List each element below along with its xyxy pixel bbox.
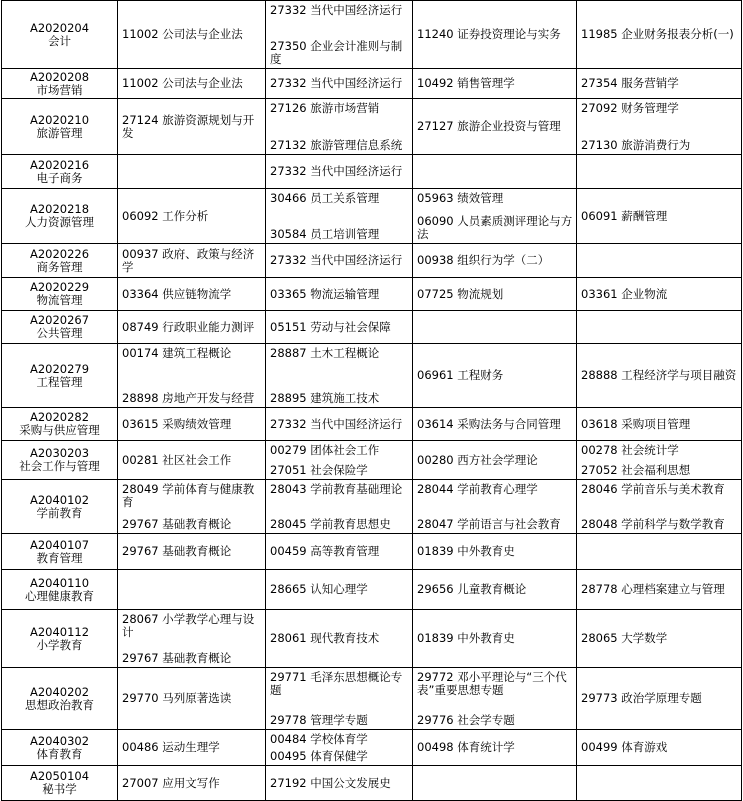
major-code: A2020282 [29,410,90,424]
course-cell-3 [413,766,577,801]
course-entry: 00459 高等教育管理 [270,544,380,558]
course-cell-1 [118,730,266,766]
course-cell-3 [413,69,577,99]
major-code: A2020267 [29,313,90,327]
course-cell-4 [577,311,742,344]
course-entry: 29767 基础教育概论 [122,516,232,531]
major-code: A2020216 [29,157,90,172]
course-cell-1 [118,668,266,730]
major-cell [2,155,118,189]
major-cell [2,1,118,69]
course-entry: 06092 工作分析 [122,208,209,223]
major-code: A2040202 [29,684,90,699]
course-entry: 03365 物流运输管理 [270,286,380,301]
course-entry: 00279 团体社会工作 [270,442,380,457]
major-cell [2,278,118,311]
course-cell-3 [413,610,577,668]
course-entry: 28067 小学教学心理与设计 [122,611,255,639]
course-entry: 29776 社会学专题 [417,712,515,727]
major-name: 公共管理 [36,326,83,340]
course-cell-1 [118,766,266,801]
course-cell-3 [413,1,577,69]
course-cell-2 [266,730,413,766]
table-row [2,311,742,344]
course-entry: 27332 当代中国经济运行 [270,76,403,90]
major-name: 工程管理 [36,374,83,389]
course-cell-1 [118,278,266,311]
course-cell-4 [577,155,742,189]
table-row [2,570,742,610]
major-code: A2020204 [29,20,90,35]
course-cell-4 [577,668,742,730]
major-name: 社会工作与管理 [19,459,100,473]
course-cell-2 [266,668,413,730]
course-entry: 07725 物流规划 [417,286,504,301]
course-entry: 28043 学前教育基础理论 [270,481,403,496]
major-code: A2040112 [29,624,90,639]
major-code: A2040102 [29,492,90,507]
course-entry: 28065 大学数学 [581,631,668,645]
major-code: A2030203 [29,446,90,460]
course-cell-2 [266,278,413,311]
major-name: 物流管理 [36,293,83,307]
course-cell-3 [413,441,577,480]
course-entry: 28046 学前音乐与美术教育 [581,481,725,496]
course-cell-2 [266,570,413,610]
table-row [2,69,742,99]
course-entry: 27007 应用文写作 [122,775,220,790]
table-row [2,534,742,570]
major-name: 电子商务 [36,170,83,185]
course-cell-4 [577,189,742,244]
table-row [2,610,742,668]
course-entry: 28665 认知心理学 [270,582,368,596]
course-cell-3 [413,570,577,610]
table-row [2,344,742,408]
major-cell [2,668,118,730]
major-code: A2020226 [29,246,90,261]
course-cell-4 [577,730,742,766]
course-entry: 27052 社会福利思想 [581,462,691,477]
major-code: A2040107 [29,537,90,552]
course-cell-1 [118,534,266,570]
course-entry: 06091 薪酬管理 [581,208,668,223]
course-entry: 28887 土木工程概论 [270,345,380,360]
course-cell-4 [577,344,742,408]
major-cell [2,766,118,801]
course-entry: 28048 学前科学与数学教育 [581,516,725,531]
course-cell-2 [266,480,413,534]
course-cell-4 [577,766,742,801]
course-entry: 00278 社会统计学 [581,442,679,457]
course-entry: 05963 绩效管理 [417,190,504,205]
course-entry: 28895 建筑施工技术 [270,390,380,405]
table-row [2,99,742,155]
course-entry: 29767 基础教育概论 [122,650,232,665]
course-cell-3 [413,189,577,244]
course-entry: 27127 旅游企业投资与管理 [417,119,561,133]
major-code: A2020279 [29,361,90,376]
course-entry: 29778 管理学专题 [270,712,368,727]
course-cell-4 [577,534,742,570]
course-cell-1 [118,69,266,99]
course-entry: 01839 中外教育史 [417,631,515,645]
course-entry: 00499 体育游戏 [581,740,668,754]
course-entry: 00486 运动生理学 [122,740,220,754]
course-entry: 27132 旅游管理信息系统 [270,137,403,152]
course-entry: 10492 销售管理学 [417,76,515,90]
table-row [2,668,742,730]
course-cell-2 [266,344,413,408]
major-cell [2,311,118,344]
major-cell [2,534,118,570]
course-entry: 27192 中国公文发展史 [270,775,391,790]
course-entry: 00484 学校体育学 [270,731,368,746]
major-cell [2,189,118,244]
course-cell-1 [118,1,266,69]
major-cell [2,480,118,534]
course-cell-1 [118,441,266,480]
course-cell-2 [266,189,413,244]
course-entry: 28061 现代教育技术 [270,631,380,645]
course-cell-1 [118,99,266,155]
course-entry: 03361 企业物流 [581,286,668,301]
course-entry: 28888 工程经济学与项目融资 [581,368,737,382]
course-entry: 08749 行政职业能力测评 [122,319,255,334]
major-name: 学前教育 [36,505,83,520]
major-code: A2040302 [29,733,90,748]
course-cell-2 [266,534,413,570]
course-table [1,0,742,801]
course-cell-2 [266,155,413,189]
course-entry: 00937 政府、政策与经济学 [122,246,255,274]
table-row [2,189,742,244]
major-name: 会计 [48,33,71,48]
course-entry: 28778 心理档案建立与管理 [581,582,725,596]
course-entry: 05151 劳动与社会保障 [270,319,391,334]
course-entry: 27354 服务营销学 [581,76,679,90]
course-entry: 28047 学前语言与社会教育 [417,516,561,531]
major-cell [2,730,118,766]
major-name: 心理健康教育 [25,588,94,603]
major-name: 人力资源管理 [25,215,94,229]
major-name: 教育管理 [36,550,83,565]
major-name: 市场营销 [36,82,83,97]
course-entry: 27332 当代中国经济运行 [270,253,403,267]
course-cell-3 [413,278,577,311]
table-row [2,244,742,278]
course-cell-2 [266,766,413,801]
course-entry: 01839 中外教育史 [417,544,515,558]
course-cell-3 [413,99,577,155]
course-cell-3 [413,311,577,344]
course-entry: 29771 毛泽东思想概论专题 [270,669,403,697]
major-cell [2,408,118,441]
course-entry: 11985 企业财务报表分析(一) [581,27,734,41]
course-entry: 27332 当代中国经济运行 [270,164,403,178]
course-entry: 03615 采购绩效管理 [122,416,232,431]
course-cell-4 [577,610,742,668]
course-cell-4 [577,408,742,441]
course-cell-3 [413,534,577,570]
course-entry: 29656 儿童教育概论 [417,582,527,596]
major-name: 思想政治教育 [25,697,94,712]
course-cell-4 [577,244,742,278]
major-code: A2040110 [29,575,90,590]
course-entry: 03614 采购法务与合同管理 [417,416,561,431]
course-cell-2 [266,244,413,278]
course-cell-1 [118,570,266,610]
course-cell-1 [118,244,266,278]
course-cell-1 [118,610,266,668]
course-cell-1 [118,480,266,534]
course-entry: 27092 财务管理学 [581,100,679,115]
course-cell-4 [577,570,742,610]
course-cell-3 [413,155,577,189]
course-cell-1 [118,344,266,408]
course-entry: 27332 当代中国经济运行 [270,416,403,431]
course-cell-2 [266,1,413,69]
major-name: 商务管理 [36,259,83,274]
course-cell-2 [266,408,413,441]
course-entry: 27124 旅游资源规划与开发 [122,112,255,140]
major-name: 小学教育 [36,637,83,652]
course-cell-2 [266,441,413,480]
course-cell-4 [577,99,742,155]
major-name: 旅游管理 [36,125,83,140]
course-entry: 00938 组织行为学（二） [417,253,550,267]
course-entry: 29772 邓小平理论与“三个代表”重要思想专题 [417,669,567,697]
course-entry: 28049 学前体育与健康教育 [122,481,255,509]
course-cell-4 [577,69,742,99]
course-cell-1 [118,311,266,344]
course-entry: 27126 旅游市场营销 [270,100,380,115]
course-entry: 00280 西方社会学理论 [417,452,538,467]
major-cell [2,441,118,480]
major-cell [2,570,118,610]
course-entry: 00495 体育保健学 [270,748,368,763]
major-name: 采购与供应管理 [19,423,100,437]
major-cell [2,610,118,668]
course-entry: 03364 供应链物流学 [122,286,232,301]
course-cell-1 [118,408,266,441]
major-name: 秘书学 [42,782,77,796]
course-entry: 11002 公司法与企业法 [122,76,243,90]
table-row [2,278,742,311]
major-code: A2020210 [29,112,90,127]
major-name: 体育教育 [36,746,83,761]
course-entry: 00281 社区社会工作 [122,452,232,467]
course-cell-3 [413,730,577,766]
course-entry: 11002 公司法与企业法 [122,27,243,41]
major-cell [2,244,118,278]
table-row [2,441,742,480]
course-entry: 29773 政治学原理专题 [581,691,702,705]
course-cell-2 [266,311,413,344]
course-cell-1 [118,189,266,244]
course-entry: 27332 当代中国经济运行 [270,2,403,17]
course-cell-1 [118,155,266,189]
course-cell-4 [577,278,742,311]
course-entry: 11240 证券投资理论与实务 [417,27,561,41]
course-cell-2 [266,610,413,668]
table-row [2,480,742,534]
course-entry: 27051 社会保险学 [270,462,368,477]
course-cell-4 [577,1,742,69]
course-cell-3 [413,244,577,278]
major-code: A2020208 [29,69,90,84]
major-code: A2020229 [29,280,90,294]
course-entry: 30584 员工培训管理 [270,226,380,241]
course-cell-4 [577,441,742,480]
course-entry: 00498 体育统计学 [417,740,515,754]
table-row [2,1,742,69]
major-cell [2,99,118,155]
course-entry: 27350 企业会计准则与制度 [270,38,403,66]
course-cell-3 [413,668,577,730]
major-cell [2,69,118,99]
course-cell-2 [266,69,413,99]
course-entry: 29767 基础教育概论 [122,544,232,558]
course-cell-2 [266,99,413,155]
major-code: A2050104 [29,769,90,783]
course-cell-4 [577,480,742,534]
major-cell [2,344,118,408]
table-row [2,408,742,441]
course-entry: 29770 马列原著选读 [122,691,232,705]
course-entry: 28044 学前教育心理学 [417,481,538,496]
course-entry: 28045 学前教育思想史 [270,516,391,531]
course-entry: 27130 旅游消费行为 [581,137,691,152]
course-cell-3 [413,408,577,441]
course-entry: 30466 员工关系管理 [270,190,380,205]
course-entry: 00174 建筑工程概论 [122,345,232,360]
course-entry: 06090 人员素质测评理论与方法 [417,213,573,241]
major-code: A2020218 [29,202,90,216]
table-row [2,766,742,801]
course-cell-3 [413,344,577,408]
course-entry: 03618 采购项目管理 [581,416,691,431]
course-entry: 28898 房地产开发与经营 [122,390,255,405]
table-row [2,730,742,766]
course-cell-3 [413,480,577,534]
course-entry: 06961 工程财务 [417,368,504,382]
table-row [2,155,742,189]
